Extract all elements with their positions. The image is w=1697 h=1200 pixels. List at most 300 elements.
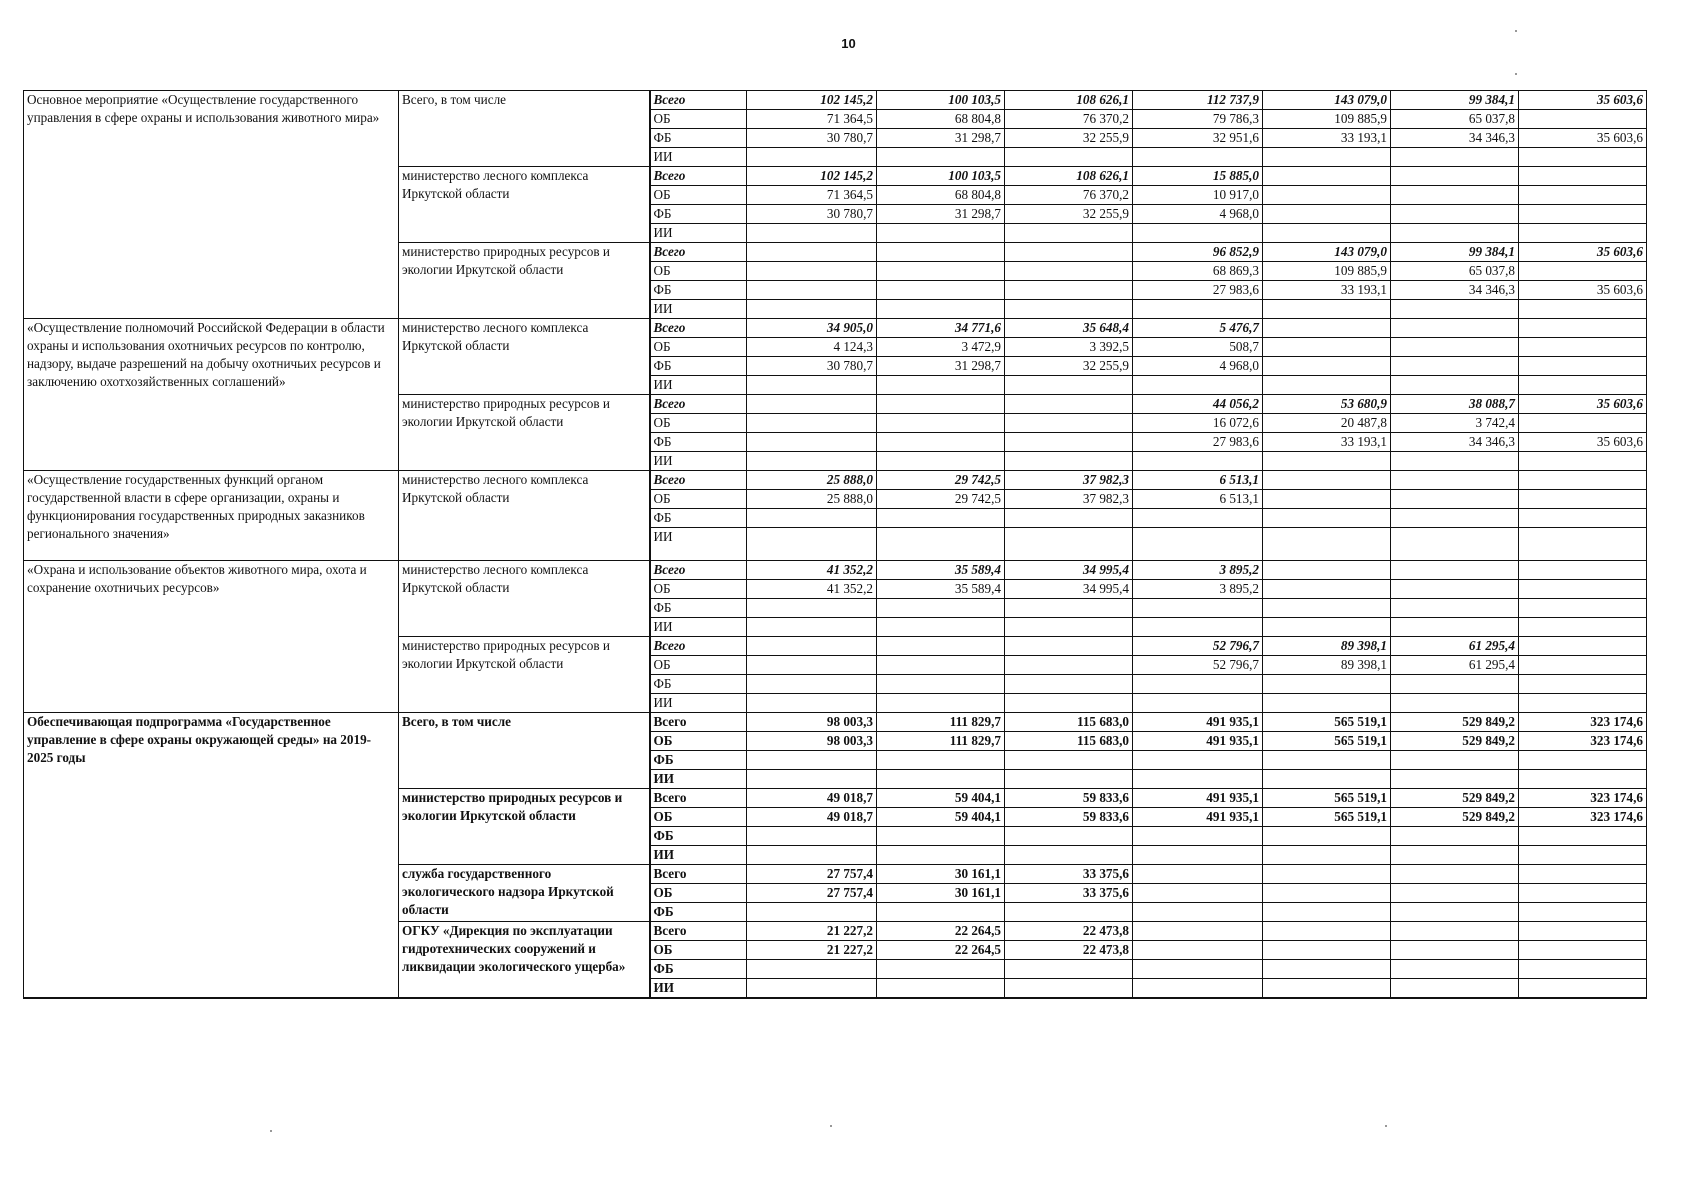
amount-cell: 41 352,2: [747, 580, 877, 599]
amount-cell: 143 079,0: [1263, 243, 1391, 262]
amount-cell: [1263, 561, 1391, 580]
amount-cell: 35 648,4: [1005, 319, 1133, 338]
amount-cell: 30 780,7: [747, 205, 877, 224]
amount-cell: [1519, 452, 1647, 471]
amount-cell: [1519, 205, 1647, 224]
amount-cell: [1133, 922, 1263, 941]
amount-cell: 22 264,5: [877, 941, 1005, 960]
amount-cell: 31 298,7: [877, 129, 1005, 148]
funding-source: ИИ: [650, 618, 747, 637]
amount-cell: 111 829,7: [877, 713, 1005, 732]
amount-cell: [747, 148, 877, 167]
amount-cell: [1391, 561, 1519, 580]
amount-cell: [1519, 675, 1647, 694]
amount-cell: [1263, 357, 1391, 376]
amount-cell: 491 935,1: [1133, 808, 1263, 827]
executor-name: министерство лесного комплекса Иркутской области: [399, 319, 650, 395]
amount-cell: [1133, 599, 1263, 618]
amount-cell: 323 174,6: [1519, 732, 1647, 751]
amount-cell: 35 589,4: [877, 580, 1005, 599]
amount-cell: 44 056,2: [1133, 395, 1263, 414]
funding-source: ОБ: [650, 732, 747, 751]
amount-cell: 52 796,7: [1133, 656, 1263, 675]
amount-cell: [747, 846, 877, 865]
amount-cell: [1133, 941, 1263, 960]
amount-cell: [1391, 903, 1519, 922]
amount-cell: 33 375,6: [1005, 865, 1133, 884]
funding-source: Всего: [650, 167, 747, 186]
executor-name: министерство лесного комплекса Иркутской области: [399, 471, 650, 561]
amount-cell: [1519, 960, 1647, 979]
amount-cell: 59 833,6: [1005, 789, 1133, 808]
amount-cell: [1519, 599, 1647, 618]
amount-cell: [1263, 770, 1391, 789]
amount-cell: [1391, 694, 1519, 713]
amount-cell: [1005, 509, 1133, 528]
amount-cell: 3 742,4: [1391, 414, 1519, 433]
amount-cell: [1519, 656, 1647, 675]
amount-cell: [877, 618, 1005, 637]
amount-cell: [1133, 452, 1263, 471]
amount-cell: [1133, 751, 1263, 770]
amount-cell: [1005, 694, 1133, 713]
amount-cell: 35 603,6: [1519, 243, 1647, 262]
amount-cell: [1391, 618, 1519, 637]
amount-cell: 61 295,4: [1391, 637, 1519, 656]
amount-cell: [1005, 846, 1133, 865]
funding-source: ОБ: [650, 580, 747, 599]
scan-speck: [1515, 73, 1517, 75]
amount-cell: [1391, 979, 1519, 999]
amount-cell: 22 264,5: [877, 922, 1005, 941]
executor-name: министерство лесного комплекса Иркутской области: [399, 167, 650, 243]
funding-source: Всего: [650, 471, 747, 490]
amount-cell: 27 983,6: [1133, 281, 1263, 300]
amount-cell: 35 589,4: [877, 561, 1005, 580]
amount-cell: 3 895,2: [1133, 561, 1263, 580]
amount-cell: [1519, 300, 1647, 319]
funding-source: Всего: [650, 243, 747, 262]
funding-source: Всего: [650, 637, 747, 656]
amount-cell: [747, 751, 877, 770]
amount-cell: [1391, 186, 1519, 205]
amount-cell: [747, 675, 877, 694]
amount-cell: [1391, 941, 1519, 960]
amount-cell: [747, 281, 877, 300]
amount-cell: [1519, 637, 1647, 656]
amount-cell: 68 804,8: [877, 110, 1005, 129]
funding-source: ОБ: [650, 490, 747, 509]
amount-cell: [1391, 922, 1519, 941]
amount-cell: 109 885,9: [1263, 262, 1391, 281]
amount-cell: [1391, 580, 1519, 599]
amount-cell: [1263, 960, 1391, 979]
amount-cell: 89 398,1: [1263, 637, 1391, 656]
amount-cell: [1391, 865, 1519, 884]
amount-cell: [1263, 846, 1391, 865]
amount-cell: 99 384,1: [1391, 91, 1519, 110]
amount-cell: [1263, 167, 1391, 186]
amount-cell: 27 983,6: [1133, 433, 1263, 452]
measure-description: «Осуществление полномочий Российской Федерации в области охраны и использования охотничьих ресурсов по контролю, надзору, выдаче разрешений на добычу охотничьих ресурсов и заключению охотхозяйственных соглашений»: [24, 319, 399, 471]
amount-cell: 31 298,7: [877, 205, 1005, 224]
amount-cell: [1005, 395, 1133, 414]
amount-cell: [1133, 224, 1263, 243]
amount-cell: [747, 618, 877, 637]
amount-cell: [1133, 148, 1263, 167]
amount-cell: 16 072,6: [1133, 414, 1263, 433]
amount-cell: 59 404,1: [877, 808, 1005, 827]
measure-description: Обеспечивающая подпрограмма «Государственное управление в сфере охраны окружающей среды» на 2019-2025 годы: [24, 713, 399, 999]
amount-cell: [877, 979, 1005, 999]
amount-cell: [1005, 243, 1133, 262]
amount-cell: 565 519,1: [1263, 808, 1391, 827]
executor-name: ОГКУ «Дирекция по эксплуатации гидротехнических сооружений и ликвидации экологического ущерба»: [399, 922, 650, 999]
amount-cell: 22 473,8: [1005, 941, 1133, 960]
amount-cell: 99 384,1: [1391, 243, 1519, 262]
amount-cell: [1391, 338, 1519, 357]
amount-cell: 323 174,6: [1519, 713, 1647, 732]
funding-source: ФБ: [650, 509, 747, 528]
funding-source: Всего: [650, 561, 747, 580]
funding-source: Всего: [650, 713, 747, 732]
amount-cell: [747, 960, 877, 979]
funding-source: ИИ: [650, 300, 747, 319]
amount-cell: [747, 376, 877, 395]
amount-cell: 22 473,8: [1005, 922, 1133, 941]
amount-cell: [877, 148, 1005, 167]
amount-cell: [877, 770, 1005, 789]
funding-source: ИИ: [650, 148, 747, 167]
amount-cell: [1005, 281, 1133, 300]
funding-source: ИИ: [650, 528, 747, 561]
amount-cell: 33 193,1: [1263, 281, 1391, 300]
amount-cell: [1263, 452, 1391, 471]
amount-cell: [747, 262, 877, 281]
amount-cell: [1519, 167, 1647, 186]
scan-speck: [1385, 1125, 1387, 1127]
amount-cell: 529 849,2: [1391, 713, 1519, 732]
amount-cell: [1519, 319, 1647, 338]
amount-cell: [1519, 376, 1647, 395]
amount-cell: [747, 599, 877, 618]
amount-cell: [1519, 865, 1647, 884]
amount-cell: 491 935,1: [1133, 789, 1263, 808]
amount-cell: [1391, 599, 1519, 618]
amount-cell: 111 829,7: [877, 732, 1005, 751]
amount-cell: [1519, 224, 1647, 243]
amount-cell: [747, 770, 877, 789]
amount-cell: [1391, 319, 1519, 338]
amount-cell: [1133, 884, 1263, 903]
amount-cell: [877, 262, 1005, 281]
amount-cell: [1263, 618, 1391, 637]
amount-cell: [1263, 979, 1391, 999]
amount-cell: [1133, 376, 1263, 395]
amount-cell: [1005, 827, 1133, 846]
amount-cell: 10 917,0: [1133, 186, 1263, 205]
amount-cell: [1133, 979, 1263, 999]
funding-source: Всего: [650, 865, 747, 884]
amount-cell: 102 145,2: [747, 167, 877, 186]
funding-source: ИИ: [650, 376, 747, 395]
amount-cell: 34 995,4: [1005, 561, 1133, 580]
amount-cell: 323 174,6: [1519, 808, 1647, 827]
amount-cell: 5 476,7: [1133, 319, 1263, 338]
amount-cell: [877, 599, 1005, 618]
page-number: 10: [841, 36, 856, 51]
amount-cell: 53 680,9: [1263, 395, 1391, 414]
funding-source: ФБ: [650, 357, 747, 376]
amount-cell: 108 626,1: [1005, 167, 1133, 186]
amount-cell: 6 513,1: [1133, 471, 1263, 490]
amount-cell: 29 742,5: [877, 490, 1005, 509]
funding-source: ФБ: [650, 433, 747, 452]
executor-name: министерство лесного комплекса Иркутской области: [399, 561, 650, 637]
amount-cell: [1519, 148, 1647, 167]
amount-cell: [1133, 618, 1263, 637]
amount-cell: 59 833,6: [1005, 808, 1133, 827]
amount-cell: [1519, 414, 1647, 433]
amount-cell: [1005, 433, 1133, 452]
amount-cell: 323 174,6: [1519, 789, 1647, 808]
amount-cell: [747, 224, 877, 243]
amount-cell: [1519, 618, 1647, 637]
amount-cell: [877, 414, 1005, 433]
funding-source: ИИ: [650, 979, 747, 999]
amount-cell: 529 849,2: [1391, 732, 1519, 751]
amount-cell: [877, 528, 1005, 561]
amount-cell: [1519, 922, 1647, 941]
amount-cell: 68 804,8: [877, 186, 1005, 205]
amount-cell: 76 370,2: [1005, 186, 1133, 205]
funding-source: ФБ: [650, 751, 747, 770]
amount-cell: [1005, 618, 1133, 637]
amount-cell: [1391, 452, 1519, 471]
amount-cell: [1391, 770, 1519, 789]
amount-cell: [1519, 490, 1647, 509]
measure-description: «Осуществление государственных функций органом государственной власти в сфере организации, охраны и функционирования государственных природных заказников регионального значения»: [24, 471, 399, 561]
amount-cell: [747, 414, 877, 433]
amount-cell: 65 037,8: [1391, 262, 1519, 281]
amount-cell: [1391, 357, 1519, 376]
amount-cell: [747, 656, 877, 675]
amount-cell: 49 018,7: [747, 789, 877, 808]
amount-cell: [1391, 675, 1519, 694]
amount-cell: 35 603,6: [1519, 91, 1647, 110]
amount-cell: 65 037,8: [1391, 110, 1519, 129]
amount-cell: [747, 433, 877, 452]
amount-cell: [1005, 528, 1133, 561]
amount-cell: 529 849,2: [1391, 789, 1519, 808]
amount-cell: [747, 509, 877, 528]
amount-cell: [747, 395, 877, 414]
amount-cell: 20 487,8: [1263, 414, 1391, 433]
amount-cell: [1519, 827, 1647, 846]
amount-cell: [1519, 338, 1647, 357]
amount-cell: [877, 827, 1005, 846]
amount-cell: [1263, 376, 1391, 395]
amount-cell: [877, 846, 1005, 865]
amount-cell: [877, 694, 1005, 713]
amount-cell: [1391, 490, 1519, 509]
amount-cell: [1391, 846, 1519, 865]
amount-cell: [1263, 509, 1391, 528]
amount-cell: 115 683,0: [1005, 732, 1133, 751]
amount-cell: 21 227,2: [747, 941, 877, 960]
amount-cell: [1263, 694, 1391, 713]
amount-cell: [1391, 167, 1519, 186]
executor-name: министерство природных ресурсов и экологии Иркутской области: [399, 243, 650, 319]
amount-cell: 33 193,1: [1263, 129, 1391, 148]
funding-source: ФБ: [650, 827, 747, 846]
amount-cell: [1005, 414, 1133, 433]
amount-cell: 112 737,9: [1133, 91, 1263, 110]
amount-cell: [1263, 528, 1391, 561]
amount-cell: 33 375,6: [1005, 884, 1133, 903]
amount-cell: [1005, 637, 1133, 656]
amount-cell: [1519, 884, 1647, 903]
amount-cell: 565 519,1: [1263, 732, 1391, 751]
amount-cell: [1519, 561, 1647, 580]
amount-cell: [1005, 300, 1133, 319]
amount-cell: 565 519,1: [1263, 789, 1391, 808]
amount-cell: 25 888,0: [747, 471, 877, 490]
amount-cell: [1391, 528, 1519, 561]
amount-cell: 30 780,7: [747, 129, 877, 148]
amount-cell: [1133, 827, 1263, 846]
amount-cell: [877, 395, 1005, 414]
amount-cell: [1005, 656, 1133, 675]
amount-cell: [1391, 960, 1519, 979]
amount-cell: [877, 656, 1005, 675]
amount-cell: [1519, 186, 1647, 205]
funding-source: Всего: [650, 789, 747, 808]
amount-cell: [877, 751, 1005, 770]
amount-cell: 35 603,6: [1519, 395, 1647, 414]
amount-cell: [1133, 694, 1263, 713]
executor-name: министерство природных ресурсов и экологии Иркутской области: [399, 789, 650, 865]
table-row: [24, 713, 1647, 732]
amount-cell: 32 255,9: [1005, 129, 1133, 148]
amount-cell: 32 255,9: [1005, 205, 1133, 224]
amount-cell: 21 227,2: [747, 922, 877, 941]
amount-cell: [1519, 979, 1647, 999]
amount-cell: [877, 637, 1005, 656]
amount-cell: 30 780,7: [747, 357, 877, 376]
amount-cell: [1005, 452, 1133, 471]
amount-cell: [877, 903, 1005, 922]
amount-cell: 34 905,0: [747, 319, 877, 338]
executor-name: Всего, в том числе: [399, 713, 650, 789]
amount-cell: [1263, 903, 1391, 922]
funding-source: Всего: [650, 91, 747, 110]
amount-cell: [1133, 865, 1263, 884]
amount-cell: [1519, 110, 1647, 129]
amount-cell: 108 626,1: [1005, 91, 1133, 110]
funding-source: ФБ: [650, 903, 747, 922]
amount-cell: [1519, 941, 1647, 960]
amount-cell: 31 298,7: [877, 357, 1005, 376]
amount-cell: 34 995,4: [1005, 580, 1133, 599]
amount-cell: 38 088,7: [1391, 395, 1519, 414]
amount-cell: [1519, 694, 1647, 713]
amount-cell: 41 352,2: [747, 561, 877, 580]
table-row: [24, 471, 1647, 490]
amount-cell: 71 364,5: [747, 186, 877, 205]
amount-cell: [1263, 186, 1391, 205]
funding-source: ФБ: [650, 281, 747, 300]
amount-cell: [1263, 148, 1391, 167]
amount-cell: [1519, 846, 1647, 865]
amount-cell: [1519, 903, 1647, 922]
amount-cell: [1133, 509, 1263, 528]
amount-cell: [1263, 580, 1391, 599]
amount-cell: [1005, 262, 1133, 281]
amount-cell: 71 364,5: [747, 110, 877, 129]
amount-cell: [1519, 471, 1647, 490]
amount-cell: 29 742,5: [877, 471, 1005, 490]
table-row: [24, 319, 1647, 338]
table-row: [24, 91, 1647, 110]
amount-cell: 3 392,5: [1005, 338, 1133, 357]
amount-cell: 491 935,1: [1133, 732, 1263, 751]
funding-source: Всего: [650, 319, 747, 338]
amount-cell: [747, 528, 877, 561]
executor-name: министерство природных ресурсов и экологии Иркутской области: [399, 637, 650, 713]
amount-cell: [1519, 262, 1647, 281]
amount-cell: 4 968,0: [1133, 357, 1263, 376]
amount-cell: 3 472,9: [877, 338, 1005, 357]
funding-source: ФБ: [650, 675, 747, 694]
amount-cell: 79 786,3: [1133, 110, 1263, 129]
amount-cell: 25 888,0: [747, 490, 877, 509]
amount-cell: 49 018,7: [747, 808, 877, 827]
amount-cell: 30 161,1: [877, 884, 1005, 903]
amount-cell: 59 404,1: [877, 789, 1005, 808]
amount-cell: 76 370,2: [1005, 110, 1133, 129]
amount-cell: 35 603,6: [1519, 129, 1647, 148]
amount-cell: 491 935,1: [1133, 713, 1263, 732]
funding-source: ИИ: [650, 224, 747, 243]
funding-source: ОБ: [650, 186, 747, 205]
amount-cell: 6 513,1: [1133, 490, 1263, 509]
amount-cell: [877, 433, 1005, 452]
amount-cell: [1005, 751, 1133, 770]
amount-cell: 27 757,4: [747, 884, 877, 903]
amount-cell: [1263, 224, 1391, 243]
amount-cell: 37 982,3: [1005, 490, 1133, 509]
funding-source: ОБ: [650, 808, 747, 827]
amount-cell: [877, 224, 1005, 243]
amount-cell: 61 295,4: [1391, 656, 1519, 675]
amount-cell: [1133, 528, 1263, 561]
funding-source: ОБ: [650, 656, 747, 675]
amount-cell: 100 103,5: [877, 167, 1005, 186]
amount-cell: [1263, 338, 1391, 357]
amount-cell: [1133, 960, 1263, 979]
amount-cell: 529 849,2: [1391, 808, 1519, 827]
amount-cell: 89 398,1: [1263, 656, 1391, 675]
funding-source: ФБ: [650, 129, 747, 148]
funding-source: ИИ: [650, 770, 747, 789]
amount-cell: 115 683,0: [1005, 713, 1133, 732]
amount-cell: [1263, 922, 1391, 941]
amount-cell: 15 885,0: [1133, 167, 1263, 186]
amount-cell: [1263, 599, 1391, 618]
amount-cell: [747, 694, 877, 713]
executor-name: министерство природных ресурсов и экологии Иркутской области: [399, 395, 650, 471]
